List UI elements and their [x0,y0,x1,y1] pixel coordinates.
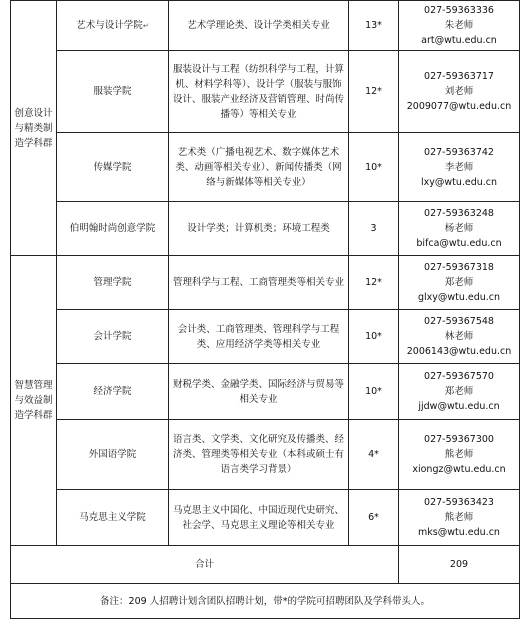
count-value: 3 [370,223,377,234]
count-cell [349,1,399,51]
contact-cell [399,420,520,490]
contact-cell [399,202,520,256]
school-cell [57,133,169,202]
school-cell [57,256,169,310]
contact-email: lxy@wtu.edu.cn [420,176,498,188]
table-row [11,51,520,133]
table-row [11,202,520,256]
contact-email: xiongz@wtu.edu.cn [412,464,506,475]
table-row [11,133,520,202]
majors-cell [169,202,349,256]
contact-teacher: 郑老师 [444,277,474,288]
contact-teacher: 熊老师 [444,449,474,460]
majors-cell [169,364,349,420]
contact-teacher: 李老师 [444,161,474,173]
recruitment-table [10,0,520,619]
contact-teacher: 熊老师 [444,512,474,523]
school-cell [57,51,169,133]
contact-teacher: 朱老师 [444,20,474,31]
contact-phone: 027-59363336 [424,5,494,16]
contact-cell [399,364,520,420]
count-cell [349,133,399,202]
contact-phone: 027-59363248 [424,208,494,219]
group-label: 创意设计与精类制造学科群 [14,107,53,149]
contact-email: 2009077@wtu.edu.cn [406,101,512,112]
count-value: 10* [365,386,382,397]
school-cell [57,364,169,420]
total-label: 合计 [194,559,214,570]
count-value: 13* [365,20,382,31]
majors-text: 艺术类（广播电视艺术、数字媒体艺术类、动画等相关专业）、新闻传播类（网络与新媒体等相关专业） [175,146,342,188]
contact-email: glxy@wtu.edu.cn [417,292,501,303]
contact-cell [399,1,520,51]
school-cell [57,420,169,490]
contact-email: mks@wtu.edu.cn [418,527,500,538]
contact-phone: 027-59367570 [424,371,494,382]
school-name: 马克思主义学院 [79,512,146,523]
count-cell [349,420,399,490]
majors-cell [169,256,349,310]
contact-teacher: 郑老师 [444,386,474,397]
count-cell [349,364,399,420]
count-value: 4* [368,449,379,460]
majors-cell [169,490,349,546]
count-value: 10* [365,331,382,342]
school-name: 伯明翰时尚创意学院 [69,223,156,234]
school-name: 会计学院 [93,331,132,342]
majors-text: 财税学类、金融学类、国际经济与贸易等相关专业 [172,378,344,405]
total-label-cell [11,546,399,584]
majors-text: 设计学类；计算机类；环境工程类 [187,223,330,234]
group-cell-creative-design [11,1,57,256]
count-value: 6* [368,512,379,523]
count-cell [349,51,399,133]
table-row [11,310,520,364]
contact-phone: 027-59363717 [424,71,494,82]
contact-email: 2006143@wtu.edu.cn [406,346,512,357]
contact-cell [399,310,520,364]
majors-text: 管理科学与工程、工商管理类等相关专业 [172,277,344,288]
count-value: 10* [365,161,382,173]
majors-cell [169,1,349,51]
school-cell: 艺术与设计学院↵ [57,1,169,51]
school-name: 经济学院 [93,386,132,397]
majors-text: 会计类、工商管理类、管理科学与工程类、应用经济学类等相关专业 [177,323,340,350]
contact-phone: 027-59367300 [424,434,494,445]
table-row [11,490,520,546]
majors-cell [169,51,349,133]
group-label: 智慧管理与效益制造学科群 [14,380,53,421]
table-row [11,420,520,490]
school-name: 服装学院 [93,86,132,97]
school-name: 传媒学院 [93,161,132,173]
table-row [11,364,520,420]
school-name: 外国语学院 [88,449,137,460]
note-row [11,584,520,619]
majors-text: 马克思主义中国化、中国近现代史研究、社会学、马克思主义理论等相关专业 [172,504,344,531]
contact-teacher: 杨老师 [444,223,474,234]
count-cell [349,202,399,256]
count-cell [349,310,399,364]
table-row [11,1,520,51]
majors-cell [169,310,349,364]
school-name: 管理学院 [93,277,132,288]
school-cell [57,310,169,364]
contact-phone: 027-59363423 [424,497,494,508]
contact-teacher: 林老师 [444,331,474,342]
contact-cell [399,51,520,133]
total-row [11,546,520,584]
contact-teacher: 刘老师 [444,86,474,97]
majors-cell [169,420,349,490]
contact-cell [399,490,520,546]
school-name: 艺术与设计学院 [76,19,143,31]
contact-email: bifca@wtu.edu.cn [416,238,502,249]
contact-cell [399,133,520,202]
contact-phone: 027-59367318 [424,262,494,273]
group-cell-smart-management [11,256,57,546]
count-value: 12* [365,277,382,288]
count-value: 12* [365,86,382,97]
count-cell [349,490,399,546]
total-value: 209 [449,559,469,570]
total-value-cell [399,546,520,584]
school-cell [57,490,169,546]
contact-phone: 027-59363742 [424,146,494,158]
note-text: 备注：209 人招聘计划含团队招聘计划，带*的学院可招聘团队及学科带头人。 [100,595,430,607]
majors-text: 服装设计与工程（纺织科学与工程，计算机、材料学科等）、设计学（服装与服饰设计、服装产业经济及营销管理、时尚传播等）等相关专业 [172,63,344,120]
note-cell [11,584,520,619]
contact-email: art@wtu.edu.cn [421,35,497,46]
majors-text: 语言类、文学类、文化研究及传播类、经济类、管理类等相关专业（本科或硕士有语言类学习背景） [172,434,344,475]
contact-cell [399,256,520,310]
contact-phone: 027-59367548 [424,316,494,327]
count-cell [349,256,399,310]
majors-text: 艺术学理论类、设计学类相关专业 [187,20,330,31]
majors-cell [169,133,349,202]
school-cell [57,202,169,256]
contact-email: jjdw@wtu.edu.cn [418,401,500,412]
table-row [11,256,520,310]
